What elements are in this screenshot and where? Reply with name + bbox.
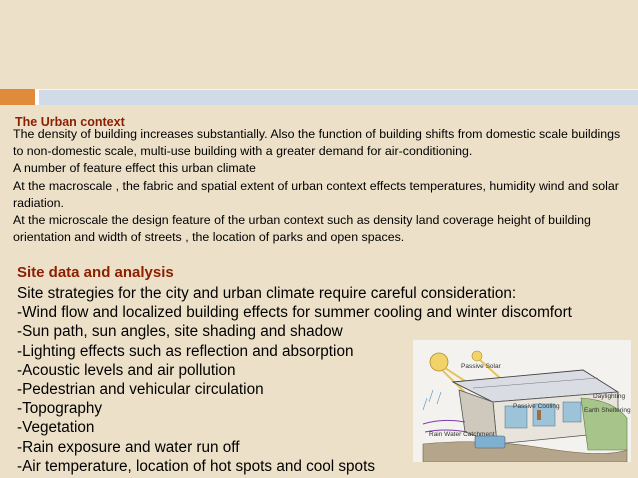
- sketch-label-rain-water: Rain Water Catchment: [429, 431, 495, 438]
- site-list-item: -Rain exposure and water run off: [17, 438, 240, 456]
- site-heading: Site data and analysis: [17, 264, 174, 281]
- site-list-item: -Wind flow and localized building effects for summer cooling and winter discomfort: [17, 304, 572, 322]
- body-paragraph: [13, 126, 625, 246]
- accent-band-orange: [0, 89, 35, 105]
- sketch-label-daylighting: Daylighting: [593, 393, 626, 400]
- sketch-label-passive-cooling: Passive Cooling: [513, 403, 560, 410]
- site-list-item: -Topography: [17, 400, 103, 418]
- site-list-item: -Sun path, sun angles, site shading and shadow: [17, 323, 343, 341]
- site-list-item: -Lighting effects such as reflection and absorption: [17, 342, 354, 360]
- paragraph-line: A number of feature effect this urban climate: [13, 161, 256, 176]
- site-list-item: -Air temperature, location of hot spots and cool spots: [17, 457, 375, 475]
- paragraph-line: At the microscale the design feature of the urban context such as density land coverage height of building orientation and width of streets , the location of parks and open spaces.: [13, 213, 591, 245]
- site-list-item: -Acoustic levels and air pollution: [17, 361, 236, 379]
- building-sketch-image: [413, 340, 631, 462]
- paragraph-line: The density of building increases substantially. Also the function of building shifts from domestic scale buildings to non-domestic scale, multi-use building with a greater demand for air-conditioning.: [13, 127, 621, 159]
- site-list-item: -Pedestrian and vehicular circulation: [17, 381, 264, 399]
- site-list-item: Site strategies for the city and urban climate require careful consideration:: [17, 285, 517, 302]
- band-divider: [39, 89, 638, 90]
- paragraph-line: At the macroscale , the fabric and spatial extent of urban context effects temperatures, humidity wind and solar radiation.: [13, 178, 619, 210]
- accent-band-blue: [39, 89, 638, 105]
- sketch-label-earth-sheltering: Earth Sheltering: [584, 407, 631, 414]
- site-list-item: -Vegetation: [17, 419, 95, 437]
- sketch-label-passive-solar: Passive Solar: [461, 363, 501, 370]
- slide-title: The Urban context: [15, 115, 125, 129]
- building-sketch-svg: [413, 340, 631, 462]
